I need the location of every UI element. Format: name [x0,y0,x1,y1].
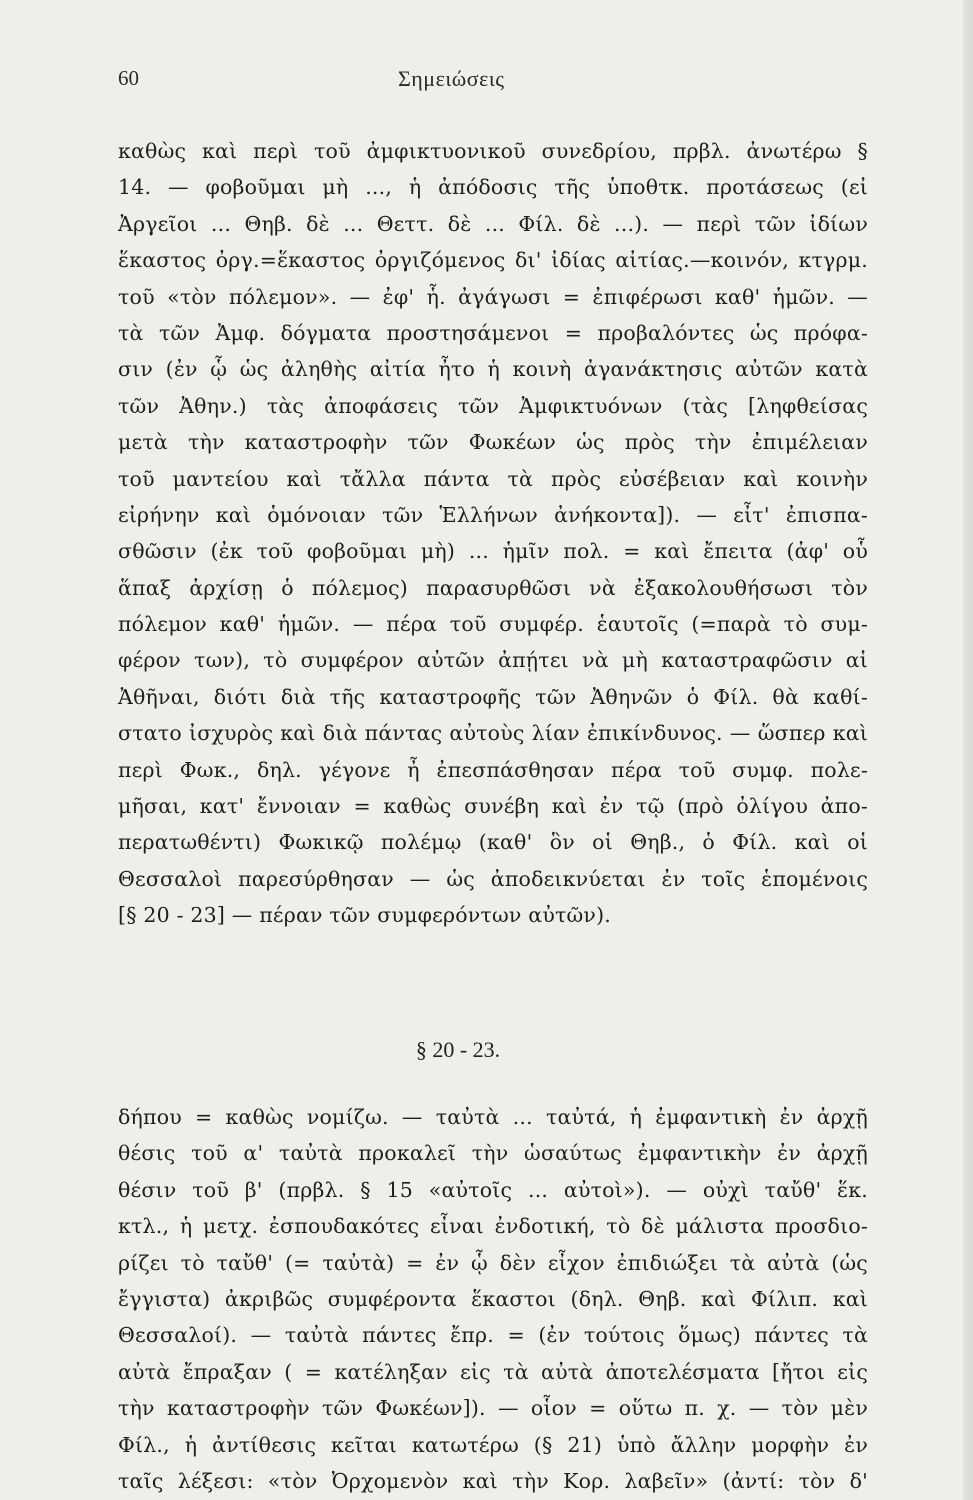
text-line: μῆσαι, κατ' ἔννοιαν = καθὼς συνέβη καὶ ἐν τῷ (πρὸ ὀλίγου ἀπο- [118,794,868,819]
text-line: ταῖς λέξεσι: «τὸν Ὀρχομενὸν καὶ τὴν Κορ. λαβεῖν» (ἀντί: τὸν δ' [118,1468,868,1493]
text-line: ρίζει τὸ ταὔθ' (= ταὐτὰ) = ἐν ᾧ δὲν εἶχον ἐπιδιώξει τὰ αὐτὰ (ὡς [118,1250,868,1275]
text-line: ἕκαστος ὀργ.=ἕκαστος ὀργιζόμενος δι' ἰδίας αἰτίας.—κοινόν, κτγρμ. [118,248,868,273]
notes-paragraph-1 [118,133,868,934]
text-line: Ἀργεῖοι ... Θηβ. δὲ ... Θεττ. δὲ ... Φίλ. δὲ ...). — περὶ τῶν ἰδίων [118,211,868,236]
text-line: στατο ἰσχυρὸς καὶ διὰ πάντας αὐτοὺς λίαν ἐπικίνδυνος. — ὥσπερ καὶ [118,721,868,746]
text-line: φέρον των), τὸ συμφέρον αὐτῶν ἀπῄτει νὰ μὴ καταστραφῶσιν αἱ [118,648,868,673]
running-head [118,66,878,100]
page-edge-shadow [963,0,973,1500]
text-line: ἅπαξ ἀρχίσῃ ὁ πόλεμος) παρασυρθῶσι νὰ ἐξακολουθήσωσι τὸν [118,575,868,600]
text-line: εἰρήνην καὶ ὁμόνοιαν τῶν Ἑλλήνων ἀνήκοντα]). — εἶτ' ἐπισπα- [118,502,868,527]
text-line: περατωθέντι) Φωκικῷ πολέμῳ (καθ' ὃν οἱ Θηβ., ὁ Φίλ. καὶ οἱ [118,830,868,855]
section-heading [118,1037,868,1063]
running-title: Σημειώσεις [398,66,505,91]
text-line: Φίλ., ἡ ἀντίθεσις κεῖται κατωτέρω (§ 21) ὑπὸ ἄλλην μορφὴν ἐν [118,1432,868,1457]
text-line: Θεσσαλοὶ παρεσύρθησαν — ὡς ἀποδεικνύεται ἐν τοῖς ἑπομένοις [118,866,868,891]
text-line: αὐτὰ ἔπραξαν ( = κατέληξαν εἰς τὰ αὐτὰ ἀποτελέσματα [ἤτοι εἰς [118,1359,868,1384]
text-line: Θεσσαλοί). — ταὐτὰ πάντες ἔπρ. = (ἐν τούτοις ὅμως) πάντες τὰ [118,1323,868,1348]
text-line: σθῶσιν (ἐκ τοῦ φοβοῦμαι μὴ) ... ἡμῖν πολ. = καὶ ἔπειτα (ἀφ' οὗ [118,539,868,564]
text-line: θέσις τοῦ α' ταὐτὰ προκαλεῖ τὴν ὡσαύτως ἐμφαντικὴν ἐν ἀρχῇ [118,1141,868,1166]
notes-paragraph-2 [118,1099,868,1499]
text-line: τοῦ «τὸν πόλεμον». — ἐφ' ἧ. ἀγάγωσι = ἐπιφέρωσι καθ' ἡμῶν. — [118,284,868,309]
text-line: τὴν καταστροφὴν τῶν Φωκέων]). — οἷον = οὕτω π. χ. — τὸν μὲν [118,1396,868,1421]
text-line: τοῦ μαντείου καὶ τἄλλα πάντα τὰ πρὸς εὐσέβειαν καὶ κοινὴν [118,466,868,491]
page-number: 60 [118,66,139,90]
text-line: πόλεμον καθ' ἡμῶν. — πέρα τοῦ συμφέρ. ἑαυτοῖς (=παρὰ τὸ συμ- [118,612,868,637]
text-line: σιν (ἐν ᾧ ὡς ἀληθὴς αἰτία ἦτο ἡ κοινὴ ἀγανάκτησις αὐτῶν κατὰ [118,357,868,382]
text-line: Ἀθῆναι, διότι διὰ τῆς καταστροφῆς τῶν Ἀθηνῶν ὁ Φίλ. θὰ καθί- [118,684,868,709]
text-line: 14. — φοβοῦμαι μὴ ..., ἡ ἀπόδοσις τῆς ὑποθτκ. προτάσεως (εἰ [118,175,868,200]
text-line: περὶ Φωκ., δηλ. γέγονε ἦ ἐπεσπάσθησαν πέρα τοῦ συμφ. πολε- [118,757,868,782]
section-heading-text: § 20 - 23. [415,1037,501,1062]
text-line: ἔγγιστα) ἀκριβῶς συμφέροντα ἕκαστοι (δηλ. Θηβ. καὶ Φίλιπ. καὶ [118,1286,868,1311]
text-line: καθὼς καὶ περὶ τοῦ ἀμφικτυονικοῦ συνεδρίου, πρβλ. ἀνωτέρω § [118,139,868,163]
text-line: κτλ., ἡ μετχ. ἐσπουδακότες εἶναι ἐνδοτική, τὸ δὲ μάλιστα προσδιο- [118,1214,868,1239]
text-line: [§ 20 - 23] — πέραν τῶν συμφερόντων αὐτῶν). [118,903,612,928]
text-line: τὰ τῶν Ἀμφ. δόγματα προστησάμενοι = προβαλόντες ὡς πρόφα- [118,320,868,345]
text-line: τῶν Ἀθην.) τὰς ἀποφάσεις τῶν Ἀμφικτυόνων (τὰς [ληφθείσας [118,393,868,418]
text-line: δήπου = καθὼς νομίζω. — ταὐτὰ ... ταὐτά, ἡ ἐμφαντικὴ ἐν ἀρχῇ [118,1105,868,1129]
text-line: μετὰ τὴν καταστροφὴν τῶν Φωκέων ὡς πρὸς τὴν ἐπιμέλειαν [118,430,868,455]
text-line: θέσιν τοῦ β' (πρβλ. § 15 «αὐτοῖς ... αὐτοὶ»). — οὐχὶ ταὔθ' ἕκ. [118,1177,868,1202]
